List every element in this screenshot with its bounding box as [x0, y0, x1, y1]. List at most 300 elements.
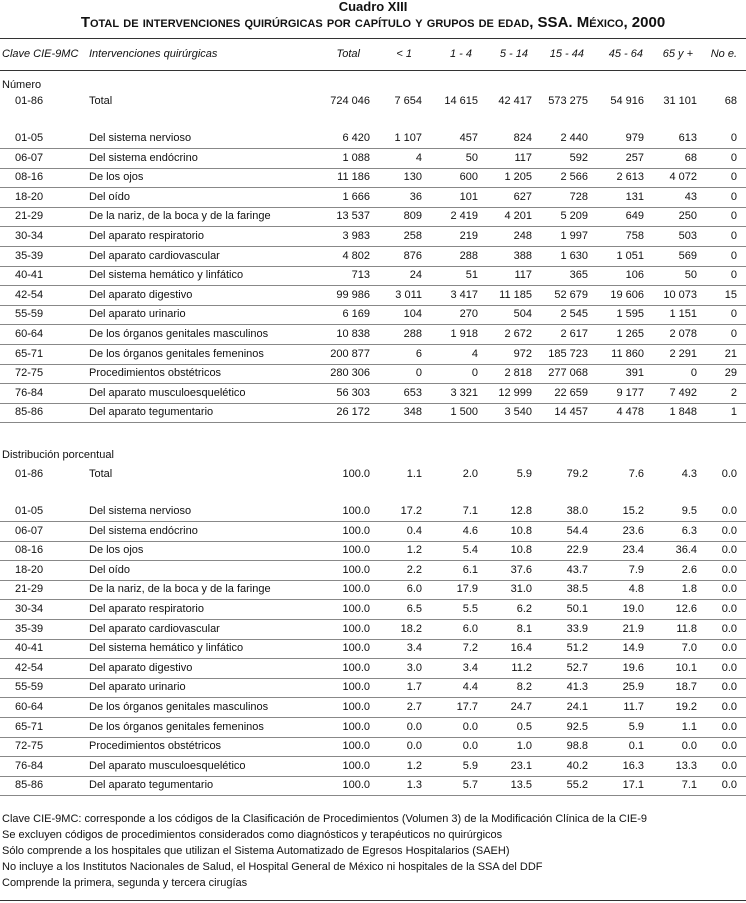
age-5-14-cell: 627	[513, 190, 532, 203]
age-45-64-cell: 0.1	[628, 740, 644, 753]
age-65plus-cell: 1 151	[669, 308, 697, 321]
age-5-14-cell: 8.1	[516, 622, 532, 635]
no-e-cell: 0.0	[721, 681, 737, 694]
clave-cell: 55-59	[15, 681, 44, 694]
age-1-4-cell: 0	[471, 367, 478, 380]
table-row	[0, 698, 746, 718]
lt1-cell: 3 011	[395, 288, 422, 301]
age-5-14-cell: 11.2	[511, 661, 532, 674]
age-15-44-cell: 14 457	[554, 406, 588, 419]
table-row	[0, 757, 746, 777]
age-5-14-cell: 824	[513, 132, 532, 144]
age-45-64-cell: 23.6	[622, 524, 644, 537]
intervencion-cell: De los órganos genitales femeninos	[89, 347, 264, 360]
age-15-44-cell: 573 275	[548, 95, 588, 107]
age-65plus-cell: 36.4	[675, 544, 697, 557]
no-e-cell: 0.0	[721, 759, 737, 772]
age-5-14-cell: 8.2	[516, 681, 532, 694]
age-1-4-cell: 0.0	[462, 740, 478, 753]
table-row	[0, 737, 746, 757]
total-cell: 99 986	[336, 288, 370, 301]
age-15-44-cell: 1 630	[560, 249, 588, 262]
age-1-4-cell: 2.0	[462, 468, 478, 480]
bottom-rule	[0, 900, 746, 901]
age-15-44-cell: 22 659	[554, 386, 588, 399]
table-row	[0, 678, 746, 698]
table-row	[0, 639, 746, 659]
age-45-64-cell: 11 860	[611, 347, 644, 360]
clave-cell: 85-86	[15, 406, 44, 419]
age-15-44-cell: 5 209	[560, 210, 588, 223]
age-15-44-cell: 24.1	[566, 701, 588, 713]
total-cell: 724 046	[330, 95, 370, 107]
age-65plus-cell: 7.0	[681, 642, 697, 655]
age-5-14-cell: 10.8	[510, 524, 532, 537]
total-cell: 100.0	[342, 544, 370, 557]
intervencion-cell: Del sistema nervioso	[89, 505, 192, 517]
age-1-4-cell: 457	[459, 132, 478, 144]
age-65plus-cell: 13.3	[675, 759, 697, 772]
age-65plus-cell: 4 072	[669, 171, 697, 184]
age-45-64-cell: 7.9	[628, 563, 644, 576]
intervencion-cell: Del aparato digestivo	[89, 661, 193, 674]
age-65plus-cell: 0	[690, 367, 697, 380]
table-row	[0, 403, 746, 423]
lt1-cell: 6	[415, 347, 422, 360]
no-e-cell: 0.0	[721, 583, 737, 596]
total-cell: 713	[351, 269, 370, 282]
age-5-14-cell: 5.9	[516, 468, 532, 480]
lt1-cell: 1 107	[394, 132, 422, 144]
table-row	[0, 384, 746, 404]
age-1-4-cell: 7.1	[462, 505, 478, 517]
intervencion-cell: Del sistema hemático y linfático	[89, 642, 244, 655]
age-1-4-cell: 101	[459, 190, 478, 203]
intervencion-cell: Total	[89, 95, 113, 107]
lt1-cell: 1.7	[406, 681, 422, 694]
age-1-4-cell: 5.5	[462, 603, 478, 615]
age-65plus-cell: 12.6	[675, 603, 697, 615]
age-15-44-cell: 2 440	[560, 132, 588, 144]
total-cell: 200 877	[330, 347, 370, 360]
age-45-64-cell: 1 051	[616, 249, 644, 262]
intervencion-cell: Del aparato cardiovascular	[89, 249, 220, 262]
intervencion-cell: De la nariz, de la boca y de la faringe	[89, 210, 271, 223]
no-e-cell: 29	[724, 367, 737, 380]
total-cell: 100.0	[342, 622, 370, 635]
age-5-14-cell: 12.8	[510, 505, 532, 517]
age-1-4-cell: 14 615	[444, 95, 478, 107]
total-cell: 100.0	[342, 701, 370, 713]
lt1-cell: 2.7	[406, 701, 422, 713]
footnote: Sólo comprende a los hospitales que utilizan el Sistema Automatizado de Egresos Hospitalarios (SAEH)	[2, 845, 510, 857]
clave-cell: 01-05	[15, 132, 44, 144]
lt1-cell: 258	[403, 230, 422, 242]
intervencion-cell: De los órganos genitales masculinos	[89, 701, 269, 713]
clave-cell: 76-84	[15, 386, 44, 399]
intervencion-cell: Del aparato musculoesquelético	[89, 386, 246, 399]
no-e-cell: 0	[730, 249, 737, 262]
total-cell: 26 172	[336, 406, 370, 419]
age-1-4-cell: 6.0	[462, 622, 478, 635]
age-1-4-cell: 1 500	[450, 406, 478, 419]
age-65plus-cell: 2.6	[681, 563, 697, 576]
intervencion-cell: Total	[89, 468, 113, 480]
table-row	[0, 561, 746, 581]
age-65plus-cell: 0.0	[681, 740, 697, 753]
age-65plus-cell: 9.5	[681, 505, 697, 517]
intervencion-cell: Del aparato urinario	[89, 681, 186, 694]
age-15-44-cell: 52.7	[566, 661, 588, 674]
age-65plus-cell: 2 078	[669, 328, 697, 340]
header-no-e: No e.	[710, 48, 737, 60]
total-cell: 6 420	[342, 132, 370, 144]
total-cell: 280 306	[330, 367, 370, 380]
clave-cell: 01-86	[15, 468, 44, 480]
lt1-cell: 1.3	[406, 779, 422, 792]
header-45-64: 45 - 64	[608, 48, 643, 60]
no-e-cell: 0.0	[721, 603, 737, 615]
total-cell: 100.0	[342, 720, 370, 733]
lt1-cell: 2.2	[406, 563, 422, 576]
clave-cell: 35-39	[15, 622, 44, 635]
age-65plus-cell: 10.1	[675, 661, 697, 674]
age-65plus-cell: 613	[678, 132, 697, 144]
age-15-44-cell: 185 723	[548, 347, 588, 360]
table-row	[0, 188, 746, 208]
age-15-44-cell: 22.9	[566, 544, 588, 557]
total-cell: 100.0	[342, 505, 370, 517]
age-1-4-cell: 3.4	[462, 661, 478, 674]
clave-cell: 72-75	[15, 740, 44, 753]
age-5-14-cell: 117	[514, 151, 532, 164]
no-e-cell: 15	[724, 288, 737, 301]
no-e-cell: 2	[730, 386, 737, 399]
clave-cell: 01-05	[15, 505, 44, 517]
age-15-44-cell: 365	[569, 269, 588, 282]
section-label-numero: Número	[2, 79, 42, 91]
header-intervenciones: Intervenciones quirúrgicas	[89, 48, 218, 60]
lt1-cell: 1.2	[406, 544, 422, 557]
age-45-64-cell: 257	[625, 151, 644, 164]
clave-cell: 30-34	[15, 603, 44, 615]
age-15-44-cell: 92.5	[566, 720, 588, 733]
age-15-44-cell: 51.2	[566, 642, 588, 655]
table-row	[0, 168, 746, 188]
age-45-64-cell: 54 916	[610, 95, 644, 107]
age-5-14-cell: 12 999	[498, 386, 532, 399]
age-1-4-cell: 0.0	[462, 720, 478, 733]
table-row	[0, 600, 746, 620]
age-5-14-cell: 6.2	[516, 603, 532, 615]
total-cell: 100.0	[342, 603, 370, 615]
age-45-64-cell: 9 177	[616, 386, 644, 399]
total-cell: 4 802	[342, 249, 370, 262]
age-45-64-cell: 4 478	[616, 406, 644, 419]
age-65plus-cell: 569	[678, 249, 697, 262]
total-cell: 56 303	[336, 386, 370, 399]
intervencion-cell: Del sistema nervioso	[89, 132, 192, 144]
lt1-cell: 36	[409, 190, 422, 203]
table-row	[0, 659, 746, 679]
age-45-64-cell: 391	[625, 367, 644, 380]
clave-cell: 18-20	[15, 563, 44, 576]
clave-cell: 06-07	[15, 524, 44, 537]
age-5-14-cell: 0.5	[516, 720, 532, 733]
age-45-64-cell: 25.9	[622, 681, 644, 694]
footnote: Clave CIE-9MC: corresponde a los códigos de la Clasificación de Procedimientos (Volumen 3) de la Modificación Clínica de la CIE-9	[2, 813, 648, 825]
no-e-cell: 0	[730, 151, 737, 164]
intervencion-cell: Del sistema endócrino	[89, 151, 198, 164]
lt1-cell: 17.2	[400, 505, 422, 517]
clave-cell: 40-41	[15, 269, 44, 282]
age-65plus-cell: 250	[678, 210, 697, 223]
age-65plus-cell: 19.2	[675, 701, 697, 713]
age-5-14-cell: 24.7	[510, 701, 532, 713]
clave-cell: 42-54	[15, 661, 44, 674]
age-45-64-cell: 19 606	[610, 288, 644, 301]
header-rule	[0, 70, 746, 71]
age-1-4-cell: 5.9	[462, 759, 478, 772]
age-45-64-cell: 106	[625, 269, 644, 282]
lt1-cell: 876	[403, 249, 422, 262]
no-e-cell: 0.0	[721, 661, 737, 674]
age-15-44-cell: 55.2	[566, 779, 588, 792]
header-15-44: 15 - 44	[549, 48, 584, 60]
age-15-44-cell: 52 679	[554, 288, 588, 301]
total-cell: 100.0	[342, 759, 370, 772]
age-45-64-cell: 21.9	[622, 622, 644, 635]
intervencion-cell: Procedimientos obstétricos	[89, 367, 222, 380]
lt1-cell: 3.0	[406, 661, 422, 674]
intervencion-cell: Del aparato digestivo	[89, 288, 193, 301]
no-e-cell: 0	[730, 328, 737, 340]
age-65plus-cell: 31 101	[663, 95, 697, 107]
no-e-cell: 0.0	[721, 544, 737, 557]
age-15-44-cell: 38.0	[566, 505, 588, 517]
age-5-14-cell: 1.0	[516, 740, 532, 753]
age-1-4-cell: 51	[465, 269, 478, 282]
no-e-cell: 0.0	[721, 563, 737, 576]
table-row	[0, 286, 746, 306]
lt1-cell: 24	[409, 269, 422, 282]
lt1-cell: 104	[403, 308, 422, 321]
age-1-4-cell: 17.9	[456, 583, 478, 596]
age-1-4-cell: 3 417	[450, 288, 478, 301]
age-15-44-cell: 43.7	[566, 563, 588, 576]
age-65plus-cell: 7.1	[681, 779, 697, 792]
age-5-14-cell: 2 818	[504, 367, 532, 380]
age-45-64-cell: 23.4	[622, 544, 644, 557]
no-e-cell: 68	[724, 95, 737, 107]
table-total-row	[0, 465, 746, 484]
intervencion-cell: Del oído	[89, 563, 130, 576]
age-5-14-cell: 16.4	[510, 642, 532, 655]
header-65plus: 65 y +	[662, 48, 693, 60]
total-cell: 11 186	[337, 171, 370, 184]
no-e-cell: 0	[730, 230, 737, 242]
age-15-44-cell: 2 617	[560, 328, 588, 340]
age-1-4-cell: 6.1	[462, 563, 478, 576]
age-5-14-cell: 11 185	[499, 288, 532, 301]
lt1-cell: 0.0	[406, 740, 422, 753]
table-row	[0, 502, 746, 522]
no-e-cell: 0.0	[721, 524, 737, 537]
intervencion-cell: Del aparato respiratorio	[89, 230, 204, 242]
lt1-cell: 6.5	[406, 603, 422, 615]
no-e-cell: 0	[730, 210, 737, 223]
intervencion-cell: Del aparato respiratorio	[89, 603, 204, 615]
age-5-14-cell: 23.1	[510, 759, 532, 772]
top-rule	[0, 38, 746, 39]
age-65plus-cell: 6.3	[681, 524, 697, 537]
age-15-44-cell: 277 068	[548, 367, 588, 380]
no-e-cell: 0	[730, 190, 737, 203]
age-5-14-cell: 13.5	[510, 779, 532, 792]
table-row	[0, 345, 746, 365]
age-5-14-cell: 4 201	[504, 210, 532, 223]
age-15-44-cell: 50.1	[566, 603, 588, 615]
clave-cell: 30-34	[15, 230, 44, 242]
no-e-cell: 0.0	[721, 779, 737, 792]
header-5-14: 5 - 14	[499, 48, 528, 60]
clave-cell: 08-16	[15, 171, 44, 184]
table-row	[0, 149, 746, 169]
lt1-cell: 0	[415, 367, 422, 380]
age-15-44-cell: 54.4	[566, 524, 588, 537]
no-e-cell: 1	[730, 406, 737, 419]
age-45-64-cell: 1 265	[616, 328, 644, 340]
age-5-14-cell: 248	[513, 230, 532, 242]
table-row	[0, 541, 746, 561]
intervencion-cell: De los órganos genitales femeninos	[89, 720, 264, 733]
intervencion-cell: Del sistema hemático y linfático	[89, 269, 244, 282]
no-e-cell: 0.0	[721, 740, 737, 753]
no-e-cell: 0.0	[721, 720, 737, 733]
intervencion-cell: De los ojos	[89, 171, 144, 184]
age-5-14-cell: 42 417	[498, 95, 532, 107]
intervencion-cell: De la nariz, de la boca y de la faringe	[89, 583, 271, 596]
age-65plus-cell: 50	[684, 269, 697, 282]
age-45-64-cell: 19.6	[622, 661, 644, 674]
lt1-cell: 0.4	[406, 524, 422, 537]
lt1-cell: 18.2	[400, 622, 422, 635]
total-cell: 1 088	[342, 151, 370, 164]
total-cell: 100.0	[342, 661, 370, 674]
age-65plus-cell: 11.8	[676, 622, 697, 635]
age-15-44-cell: 38.5	[566, 583, 588, 596]
age-1-4-cell: 4.6	[462, 524, 478, 537]
age-45-64-cell: 5.9	[628, 720, 644, 733]
intervencion-cell: Del sistema endócrino	[89, 524, 198, 537]
age-1-4-cell: 1 918	[450, 328, 478, 340]
age-15-44-cell: 40.2	[566, 759, 588, 772]
clave-cell: 60-64	[15, 701, 44, 713]
clave-cell: 55-59	[15, 308, 44, 321]
no-e-cell: 21	[724, 347, 737, 360]
age-5-14-cell: 31.0	[510, 583, 532, 596]
age-15-44-cell: 79.2	[566, 468, 588, 480]
age-45-64-cell: 11.7	[623, 701, 644, 713]
age-1-4-cell: 270	[459, 308, 478, 321]
age-65plus-cell: 7 492	[669, 386, 697, 399]
age-15-44-cell: 728	[569, 190, 588, 203]
clave-cell: 65-71	[15, 720, 44, 733]
table-row	[0, 325, 746, 345]
lt1-cell: 288	[403, 328, 422, 340]
total-cell: 100.0	[342, 468, 370, 480]
age-1-4-cell: 2 419	[450, 210, 478, 223]
intervencion-cell: Procedimientos obstétricos	[89, 740, 222, 753]
intervencion-cell: Del aparato tegumentario	[89, 779, 214, 792]
age-65plus-cell: 68	[684, 151, 697, 164]
lt1-cell: 7 654	[394, 95, 422, 107]
footnotes	[2, 811, 647, 891]
age-1-4-cell: 219	[459, 230, 478, 242]
lt1-cell: 130	[403, 171, 422, 184]
total-cell: 13 537	[336, 210, 370, 223]
age-5-14-cell: 388	[513, 249, 532, 262]
age-5-14-cell: 117	[514, 269, 532, 282]
age-5-14-cell: 1 205	[504, 171, 532, 184]
clave-cell: 06-07	[15, 151, 44, 164]
age-5-14-cell: 972	[513, 347, 532, 360]
age-15-44-cell: 98.8	[566, 740, 588, 753]
age-65plus-cell: 1 848	[669, 406, 697, 419]
age-45-64-cell: 131	[625, 190, 644, 203]
no-e-cell: 0.0	[721, 701, 737, 713]
total-cell: 100.0	[342, 583, 370, 596]
header-clave: Clave CIE-9MC	[2, 48, 79, 60]
age-65plus-cell: 43	[684, 190, 697, 203]
lt1-cell: 4	[415, 151, 422, 164]
total-cell: 100.0	[342, 740, 370, 753]
clave-cell: 35-39	[15, 249, 44, 262]
lt1-cell: 1.1	[406, 468, 422, 480]
clave-cell: 21-29	[15, 210, 44, 223]
table-row	[0, 227, 746, 247]
age-5-14-cell: 10.8	[510, 544, 532, 557]
table-row	[0, 247, 746, 267]
age-45-64-cell: 14.9	[622, 642, 644, 655]
intervencion-cell: Del aparato cardiovascular	[89, 622, 220, 635]
no-e-cell: 0	[730, 171, 737, 184]
age-15-44-cell: 2 566	[560, 171, 588, 184]
age-5-14-cell: 2 672	[504, 328, 532, 340]
age-1-4-cell: 50	[465, 151, 478, 164]
age-45-64-cell: 15.2	[622, 505, 644, 517]
age-65plus-cell: 1.8	[681, 583, 697, 596]
age-45-64-cell: 19.0	[622, 603, 644, 615]
table-row	[0, 522, 746, 542]
total-cell: 100.0	[342, 642, 370, 655]
no-e-cell: 0	[730, 132, 737, 144]
total-cell: 10 838	[336, 328, 370, 340]
age-1-4-cell: 4.4	[462, 681, 478, 694]
age-15-44-cell: 592	[569, 151, 588, 164]
age-15-44-cell: 41.3	[566, 681, 588, 694]
total-cell: 100.0	[342, 524, 370, 537]
total-cell: 100.0	[342, 563, 370, 576]
total-cell: 3 983	[342, 230, 370, 242]
no-e-cell: 0.0	[721, 468, 737, 480]
age-45-64-cell: 7.6	[628, 468, 644, 480]
age-65plus-cell: 4.3	[681, 468, 697, 480]
age-45-64-cell: 758	[625, 230, 644, 242]
clave-cell: 60-64	[15, 328, 44, 340]
clave-cell: 01-86	[15, 95, 44, 107]
clave-cell: 42-54	[15, 288, 44, 301]
